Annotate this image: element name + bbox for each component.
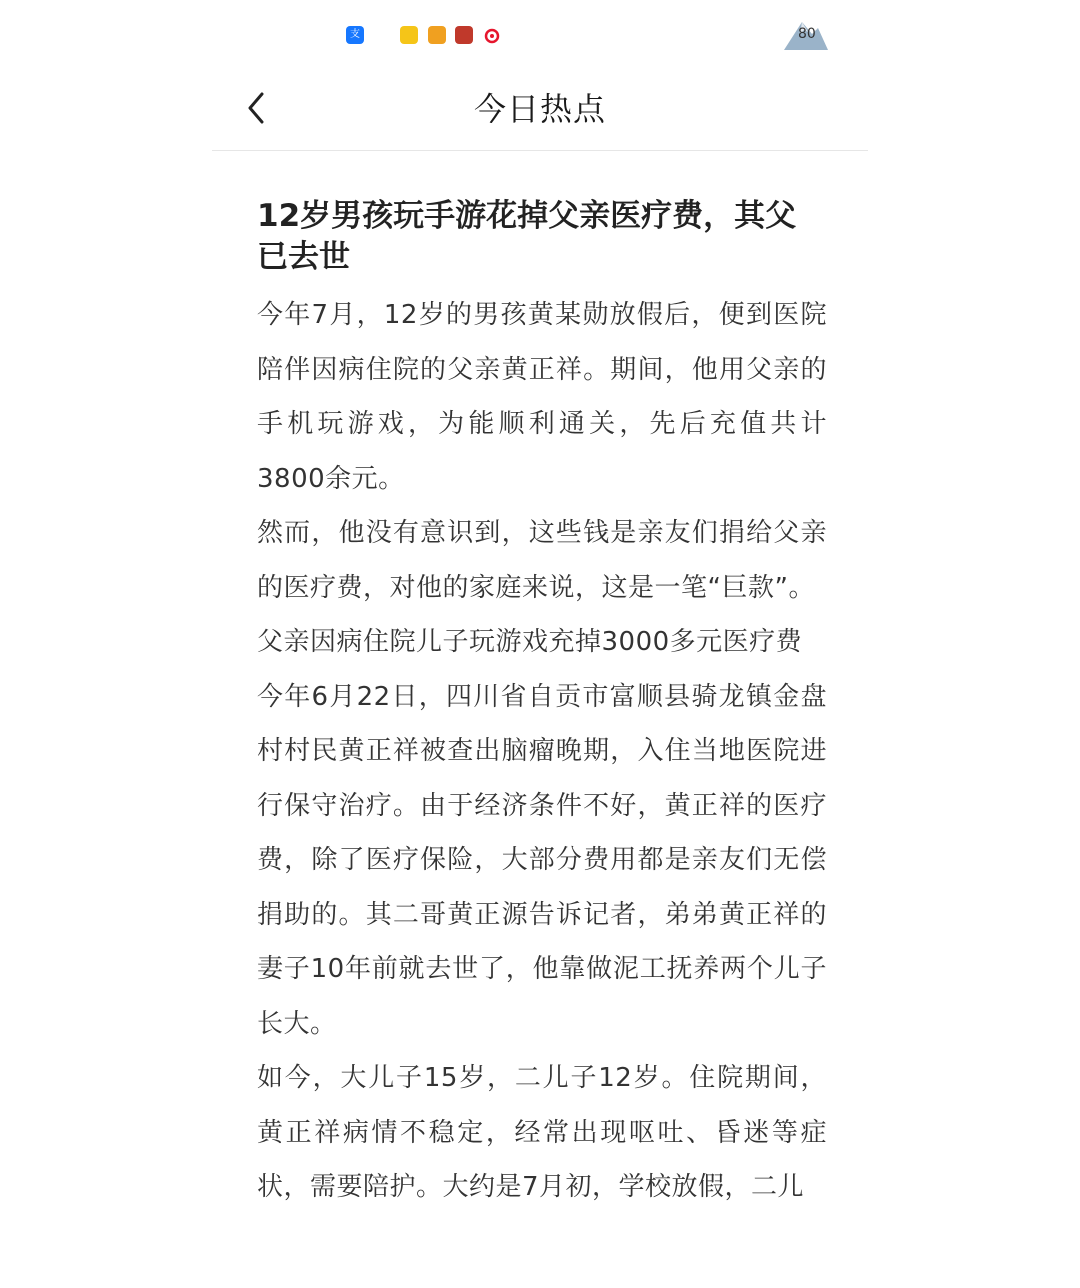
bottom-fade [0, 1238, 1080, 1288]
article-body [257, 196, 827, 1215]
article-subheading: 父亲因病住院儿子玩游戏充掉3000多元医疗费 [257, 627, 803, 657]
app-icon-1 [400, 26, 418, 44]
battery-indicator [782, 18, 830, 52]
article-title: 12岁男孩玩手游花掉父亲医疗费，其父已去世 [257, 198, 797, 275]
article-paragraph: 如今，大儿子15岁，二儿子12岁。住院期间，黄正祥病情不稳定，经常出现呕吐、昏迷等症状，需要陪护。大约是7月初，学校放假，二儿 [257, 1063, 827, 1202]
app-icon-3 [455, 26, 473, 44]
article-paragraph: 今年6月22日，四川省自贡市富顺县骑龙镇金盘村村民黄正祥被查出脑瘤晚期，入住当地医院进行保守治疗。由于经济条件不好，黄正祥的医疗费，除了医疗保险，大部分费用都是亲友们无偿捐助的。其二哥黄正源告诉记者，弟弟黄正祥的妻子10年前就去世了，他靠做泥工抚养两个儿子长大。 [257, 681, 827, 1039]
article-paragraph: 然而，他没有意识到，这些钱是亲友们捐给父亲的医疗费，对他的家庭来说，这是一笔“巨款”。 [257, 518, 827, 603]
alipay-icon: 支 [346, 26, 364, 44]
battery-level: 80 [798, 26, 816, 42]
weibo-icon [483, 26, 501, 44]
status-bar [0, 0, 1080, 70]
article-paragraph: 今年7月，12岁的男孩黄某勋放假后，便到医院陪伴因病住院的父亲黄正祥。期间，他用父亲的手机玩游戏，为能顺利通关，先后充值共计3800余元。 [257, 300, 827, 494]
app-icon-2 [428, 26, 446, 44]
navigation-bar [212, 70, 868, 151]
page-title: 今日热点 [473, 90, 606, 128]
